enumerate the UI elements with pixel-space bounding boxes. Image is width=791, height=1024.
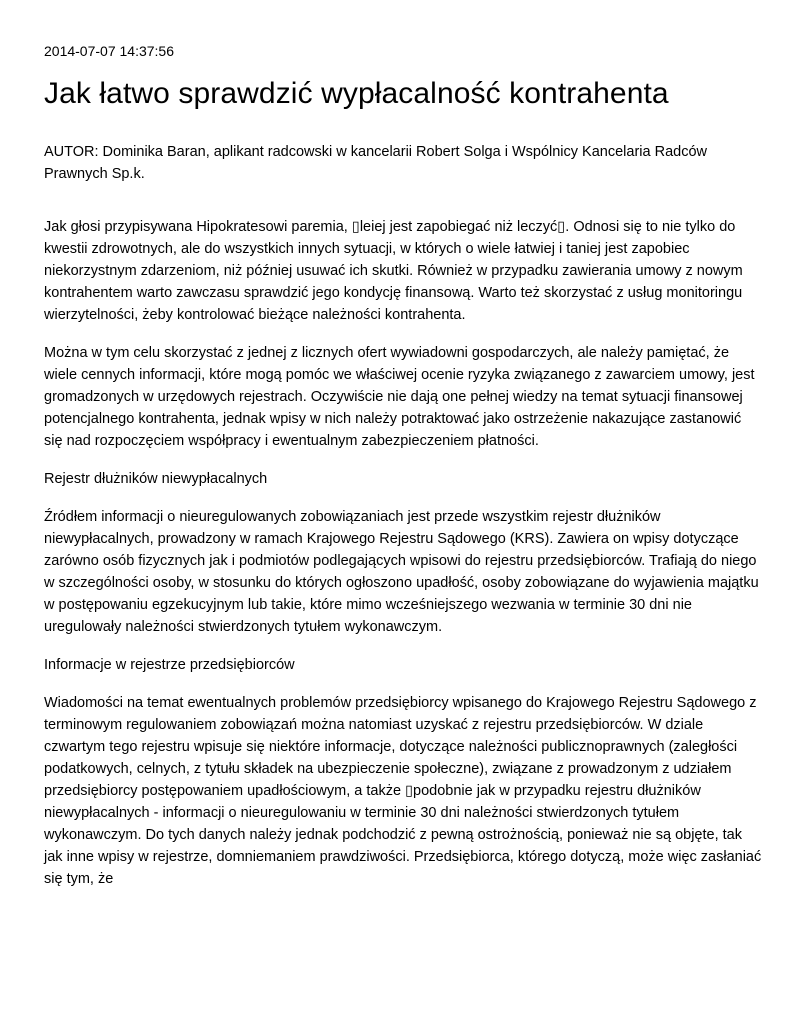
section-heading-debtors-register: Rejestr dłużników niewypłacalnych — [44, 471, 268, 487]
page-title: Jak łatwo sprawdzić wypłacalność kontrahenta — [44, 77, 669, 110]
paragraph-debtors-register: Źródłem informacji o nieuregulowanych zobowiązaniach jest przede wszystkim rejestr dłużników niewypłacalnych, prowadzony w ramach Krajowego Rejestru Sądowego (KRS). Zawiera on wpisy dotyczące zarówno osób fizycznych jak i podmiotów podlegających wpisowi do rejestru przedsiębiorców. Trafiają do niego w szczególności osoby, w stosunku do których ogłoszono upadłość, osoby zobowiązane do wyjawienia majątku w postępowaniu egzekucyjnym lub takie, które mimo wcześniejszego wezwania w terminie 30 dni nie uregulowały należności stwierdzonych tytułem wykonawczym. — [44, 509, 759, 635]
author-line: AUTOR: Dominika Baran, aplikant radcowski w kancelarii Robert Solga i Wspólnicy Kancelaria Radców Prawnych Sp.k. — [44, 144, 707, 182]
paragraph-business-register: Wiadomości na temat ewentualnych problemów przedsiębiorcy wpisanego do Krajowego Rejestru Sądowego z terminowym regulowaniem zobowiązań można natomiast uzyskać z rejestru przedsiębiorców. W dziale czwartym tego rejestru wpisuje się niektóre informacje, dotyczące należności publicznoprawnych (zaległości podatkowych, celnych, z tytułu składek na ubezpieczenie społeczne), związane z prowadzonym z udziałem przedsiębiorcy postępowaniem upadłościowym, a także ▯podobnie jak w przypadku rejestru dłużników niewypłacalnych - informacji o nieuregulowaniu w terminie 30 dni należności stwierdzonych tytułem wykonawczym. Do tych danych należy jednak podchodzić z pewną ostrożnością, ponieważ nie są objęte, tak jak inne wpisy w rejestrze, domniemaniem prawdziwości. Przedsiębiorca, którego dotyczą, może więc zasłaniać się tym, że — [44, 695, 762, 887]
paragraph-intro: Jak głosi przypisywana Hipokratesowi paremia, ▯leiej jest zapobiegać niż leczyć▯. Odnosi się to nie tylko do kwestii zdrowotnych, ale do wszystkich innych sytuacji, w których o wiele łatwiej i taniej jest zapobiec niekorzystnym zdarzeniom, niż później usuwać ich skutki. Również w przypadku zawierania umowy z nowym kontrahentem warto zawczasu sprawdzić jego kondycję finansową. Warto też skorzystać z usług monitoringu wierzytelności, żeby kontrolować bieżące należności kontrahenta. — [44, 219, 743, 323]
paragraph-registers: Można w tym celu skorzystać z jednej z licznych ofert wywiadowni gospodarczych, ale należy pamiętać, że wiele cennych informacji, które mogą pomóc we właściwej ocenie ryzyka związanego z zawarciem umowy, jest gromadzonych w urzędowych rejestrach. Oczywiście nie dają one pełnej wiedzy na temat sytuacji finansowej potencjalnego kontrahenta, jednak wpisy w nich należy potraktować jako ostrzeżenie nakazujące zastanowić się nad rozpoczęciem współpracy i ewentualnym zabezpieczeniem płatności. — [44, 345, 755, 449]
section-heading-business-register: Informacje w rejestrze przedsiębiorców — [44, 657, 295, 673]
timestamp: 2014-07-07 14:37:56 — [44, 43, 174, 59]
article-body — [44, 141, 762, 906]
